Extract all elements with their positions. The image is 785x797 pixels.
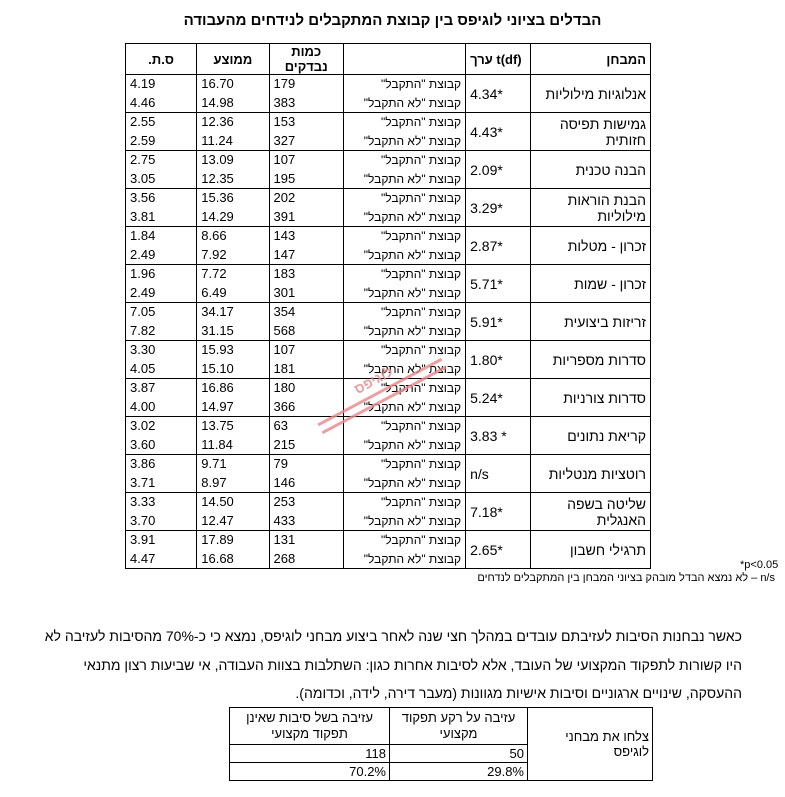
group-labels-line: קבוצת "לא התקבל" <box>363 399 462 414</box>
group-labels-line: קבוצת "לא התקבל" <box>363 171 462 186</box>
test-name: רוטציות מנטליות <box>530 455 650 493</box>
percent-professional: 29.8% <box>390 763 528 781</box>
table-row <box>126 303 651 341</box>
group-labels-line: קבוצת "התקבל" <box>381 457 462 471</box>
table-header-row <box>126 44 651 75</box>
sd-values-line: 2.49 <box>130 284 156 300</box>
mean-values-line: 9.71 <box>201 456 227 471</box>
n-values <box>269 303 343 341</box>
t-value: 2.87* <box>466 227 531 265</box>
sd-values-line: 3.05 <box>130 170 156 186</box>
mean-values-line: 15.93 <box>201 342 234 357</box>
mean-values-line: 17.89 <box>201 532 234 547</box>
test-name: סדרות צורניות <box>530 379 650 417</box>
sd-values-line: 4.19 <box>130 76 156 91</box>
group-labels <box>343 151 465 189</box>
header-tval: ערך t(df) <box>466 44 531 75</box>
mean-values <box>197 417 269 455</box>
n-values-line: 568 <box>273 322 296 338</box>
table-row <box>126 531 651 569</box>
mean-values <box>197 151 269 189</box>
test-name: הבנת הוראות מילוליות <box>530 189 650 227</box>
n-values-line: 143 <box>273 228 296 243</box>
group-labels-line: קבוצת "לא התקבל" <box>363 361 462 376</box>
test-name: סדרות מספריות <box>530 341 650 379</box>
sd-values <box>126 227 197 265</box>
n-values-line: 147 <box>273 246 296 262</box>
group-labels-line: קבוצת "לא התקבל" <box>363 247 462 262</box>
table-row <box>126 455 651 493</box>
header-group <box>343 44 465 75</box>
t-value: 5.71* <box>466 265 531 303</box>
group-labels-line: קבוצת "התקבל" <box>381 229 462 243</box>
n-values <box>269 341 343 379</box>
group-labels-line: קבוצת "לא התקבל" <box>363 285 462 300</box>
t-value: 7.18* <box>466 493 531 531</box>
sd-values-line: 4.46 <box>130 94 156 110</box>
mean-values-line: 14.98 <box>201 94 234 110</box>
n-values <box>269 113 343 151</box>
sd-values <box>126 379 197 417</box>
sd-values <box>126 75 197 113</box>
group-labels-line: קבוצת "התקבל" <box>381 533 462 547</box>
mean-values-line: 31.15 <box>201 322 234 338</box>
mean-values <box>197 341 269 379</box>
sd-values-line: 3.91 <box>130 532 156 547</box>
n-values-line: 301 <box>273 284 296 300</box>
col-header-other: עזיבה בשל סיבות שאינן תפקוד מקצועי <box>230 708 390 745</box>
n-values-line: 366 <box>273 398 296 414</box>
n-values <box>269 75 343 113</box>
group-labels-line: קבוצת "לא התקבל" <box>363 475 462 490</box>
n-values-line: 327 <box>273 132 296 148</box>
n-values-line: 391 <box>273 208 296 224</box>
sd-values-line: 3.60 <box>130 436 156 452</box>
mean-values-line: 11.24 <box>201 132 233 148</box>
mean-values <box>197 493 269 531</box>
header-n: כמות נבדקים <box>269 44 343 75</box>
n-values <box>269 455 343 493</box>
sd-values-line: 3.33 <box>130 494 156 509</box>
mean-values <box>197 455 269 493</box>
leave-reasons-table <box>229 707 653 781</box>
group-labels-line: קבוצת "התקבל" <box>381 153 462 167</box>
sd-values-line: 3.70 <box>130 512 156 528</box>
mean-values <box>197 189 269 227</box>
mean-values-line: 13.09 <box>201 152 234 167</box>
mean-values-line: 15.36 <box>201 190 234 205</box>
test-name: שליטה בשפה האנגלית <box>530 493 650 531</box>
t-value: 2.65* <box>466 531 531 569</box>
group-labels-line: קבוצת "התקבל" <box>381 305 462 319</box>
sd-values <box>126 341 197 379</box>
t-value: 2.09* <box>466 151 531 189</box>
group-labels-line: קבוצת "התקבל" <box>381 191 462 205</box>
test-name: זריזות ביצועית <box>530 303 650 341</box>
t-value: 1.80* <box>466 341 531 379</box>
n-values <box>269 151 343 189</box>
n-values <box>269 265 343 303</box>
footnote-p: *p<0.05 <box>740 559 779 571</box>
test-name: הבנה טכנית <box>530 151 650 189</box>
group-labels-line: קבוצת "התקבל" <box>381 419 462 433</box>
sd-values-line: 4.05 <box>130 360 156 376</box>
sd-values <box>126 113 197 151</box>
t-value: 3.29* <box>466 189 531 227</box>
group-labels <box>343 75 465 113</box>
table-row <box>126 189 651 227</box>
sd-values-line: 4.00 <box>130 398 156 414</box>
mean-values-line: 34.17 <box>201 304 234 319</box>
n-values-line: 215 <box>273 436 296 452</box>
mean-values-line: 16.68 <box>201 550 234 566</box>
t-value: 3.83 * <box>466 417 531 455</box>
group-labels <box>343 265 465 303</box>
t-value: 5.91* <box>466 303 531 341</box>
group-labels-line: קבוצת "לא התקבל" <box>363 323 462 338</box>
mean-values-line: 14.50 <box>201 494 234 509</box>
test-name: זכרון - שמות <box>530 265 650 303</box>
group-labels-line: קבוצת "התקבל" <box>381 267 462 281</box>
group-labels-line: קבוצת "התקבל" <box>381 495 462 509</box>
sd-values-line: 2.55 <box>130 114 156 129</box>
sd-values <box>126 265 197 303</box>
header-sd: ס.ת. <box>126 44 197 75</box>
n-values-line: 180 <box>273 380 296 395</box>
count-other: 118 <box>230 745 390 763</box>
sd-values-line: 3.87 <box>130 380 156 395</box>
mean-values <box>197 379 269 417</box>
table-row <box>126 493 651 531</box>
mean-values-line: 13.75 <box>201 418 234 433</box>
mean-values-line: 7.72 <box>201 266 227 281</box>
n-values-line: 253 <box>273 494 296 509</box>
header-test: המבחן <box>530 44 650 75</box>
n-values-line: 146 <box>273 474 296 490</box>
n-values-line: 131 <box>273 532 296 547</box>
group-labels-line: קבוצת "לא התקבל" <box>363 133 462 148</box>
sd-values-line: 3.30 <box>130 342 156 357</box>
sd-values-line: 4.47 <box>130 550 156 566</box>
table-row <box>126 265 651 303</box>
sd-values <box>126 303 197 341</box>
group-labels-line: קבוצת "התקבל" <box>381 381 462 395</box>
test-name: תרגילי חשבון <box>530 531 650 569</box>
n-values-line: 153 <box>273 114 296 129</box>
footnote-ns: n/s – לא נמצא הבדל מובהק בציוני המבחן בין המתקבלים לנדחים <box>477 572 775 584</box>
test-name: גמישות תפיסה חזותית <box>530 113 650 151</box>
group-labels-line: קבוצת "לא התקבל" <box>363 437 462 452</box>
mean-values-line: 16.70 <box>201 76 234 91</box>
test-name: זכרון - מטלות <box>530 227 650 265</box>
mean-values <box>197 531 269 569</box>
n-values <box>269 189 343 227</box>
stamp-text: לוגיפס <box>351 363 396 397</box>
row-label: צלחו את מבחני לוגיפס <box>528 708 653 781</box>
mean-values-line: 14.29 <box>201 208 234 224</box>
n-values <box>269 227 343 265</box>
table-row <box>126 75 651 113</box>
sd-values <box>126 493 197 531</box>
mean-values-line: 6.49 <box>201 284 227 300</box>
sd-values-line: 7.82 <box>130 322 156 338</box>
sd-values-line: 2.49 <box>130 246 156 262</box>
table-row <box>126 227 651 265</box>
n-values-line: 107 <box>273 342 296 357</box>
mean-values-line: 16.86 <box>201 380 234 395</box>
sd-values <box>126 455 197 493</box>
mean-values-line: 12.36 <box>201 114 234 129</box>
mean-values <box>197 303 269 341</box>
group-labels <box>343 189 465 227</box>
sd-values-line: 3.71 <box>130 474 156 490</box>
group-labels <box>343 227 465 265</box>
sd-values-line: 3.56 <box>130 190 156 205</box>
t-value: n/s <box>466 455 531 493</box>
group-labels <box>343 531 465 569</box>
mean-values-line: 12.47 <box>201 512 234 528</box>
sd-values-line: 2.75 <box>130 152 156 167</box>
group-labels-line: קבוצת "התקבל" <box>381 77 462 91</box>
sd-values-line: 3.81 <box>130 208 156 224</box>
n-values-line: 183 <box>273 266 296 281</box>
n-values-line: 63 <box>273 418 288 433</box>
group-labels-line: קבוצת "לא התקבל" <box>363 551 462 566</box>
group-labels-line: קבוצת "לא התקבל" <box>363 513 462 528</box>
group-labels <box>343 493 465 531</box>
test-name: קריאת נתונים <box>530 417 650 455</box>
group-labels <box>343 113 465 151</box>
n-values <box>269 493 343 531</box>
n-values-line: 433 <box>273 512 296 528</box>
t-value: 4.43* <box>466 113 531 151</box>
body-paragraph: כאשר נבחנות הסיבות לעזיבתם עובדים במהלך חצי שנה לאחר ביצוע מבחני לוגיפס, נמצא כי כ-70% מהסיבות לעזיבה לא היו קשורות לתפקוד המקצועי של העובד, אלא לסיבות אחרות כגון: השתלבות בצוות העבודה, אי שביעות רצון מתנאי ההעסקה, שינויים ארגוניים וסיבות אישיות מגוונות (מעבר דירה, לידה, וכדומה). <box>44 628 742 701</box>
mean-values <box>197 227 269 265</box>
t-value: 5.24* <box>466 379 531 417</box>
group-labels-line: קבוצת "התקבל" <box>381 115 462 129</box>
header-mean: ממוצע <box>197 44 269 75</box>
sd-values-line: 2.59 <box>130 132 156 148</box>
mean-values <box>197 265 269 303</box>
sd-values <box>126 417 197 455</box>
group-labels <box>343 303 465 341</box>
n-values-line: 383 <box>273 94 296 110</box>
n-values-line: 268 <box>273 550 296 566</box>
mean-values <box>197 113 269 151</box>
results-table <box>125 43 651 569</box>
n-values-line: 107 <box>273 152 296 167</box>
mean-values <box>197 75 269 113</box>
mean-values-line: 11.84 <box>201 436 233 452</box>
mean-values-line: 14.97 <box>201 398 234 414</box>
t-value: 4.34* <box>466 75 531 113</box>
group-labels-line: קבוצת "התקבל" <box>381 343 462 357</box>
sd-values <box>126 151 197 189</box>
page-title: הבדלים בציוני לוגיפס בין קבוצת המתקבלים לנידחים מהעבודה <box>183 12 602 29</box>
mean-values-line: 8.97 <box>201 474 227 490</box>
test-name: אנלוגיות מילוליות <box>530 75 650 113</box>
table-row <box>126 151 651 189</box>
sd-values <box>126 531 197 569</box>
n-values-line: 179 <box>273 76 296 91</box>
group-labels-line: קבוצת "לא התקבל" <box>363 95 462 110</box>
n-values <box>269 531 343 569</box>
n-values-line: 195 <box>273 170 296 186</box>
table-row <box>126 113 651 151</box>
n-values-line: 79 <box>273 456 288 471</box>
group-labels <box>343 455 465 493</box>
sd-values-line: 1.84 <box>130 228 156 243</box>
group-labels-line: קבוצת "לא התקבל" <box>363 209 462 224</box>
count-professional: 50 <box>390 745 528 763</box>
n-values-line: 202 <box>273 190 296 205</box>
sd-values-line: 7.05 <box>130 304 156 319</box>
mean-values-line: 12.35 <box>201 170 234 186</box>
col-header-professional: עזיבה על רקע תפקוד מקצועי <box>390 708 528 745</box>
n-values-line: 354 <box>273 304 296 319</box>
mean-values-line: 8.66 <box>201 228 227 243</box>
mean-values-line: 15.10 <box>201 360 234 376</box>
percent-other: 70.2% <box>230 763 390 781</box>
n-values-line: 181 <box>273 360 296 376</box>
sd-values <box>126 189 197 227</box>
sd-values-line: 3.02 <box>130 418 156 433</box>
sd-values-line: 1.96 <box>130 266 156 281</box>
sd-values-line: 3.86 <box>130 456 156 471</box>
mean-values-line: 7.92 <box>201 246 227 262</box>
